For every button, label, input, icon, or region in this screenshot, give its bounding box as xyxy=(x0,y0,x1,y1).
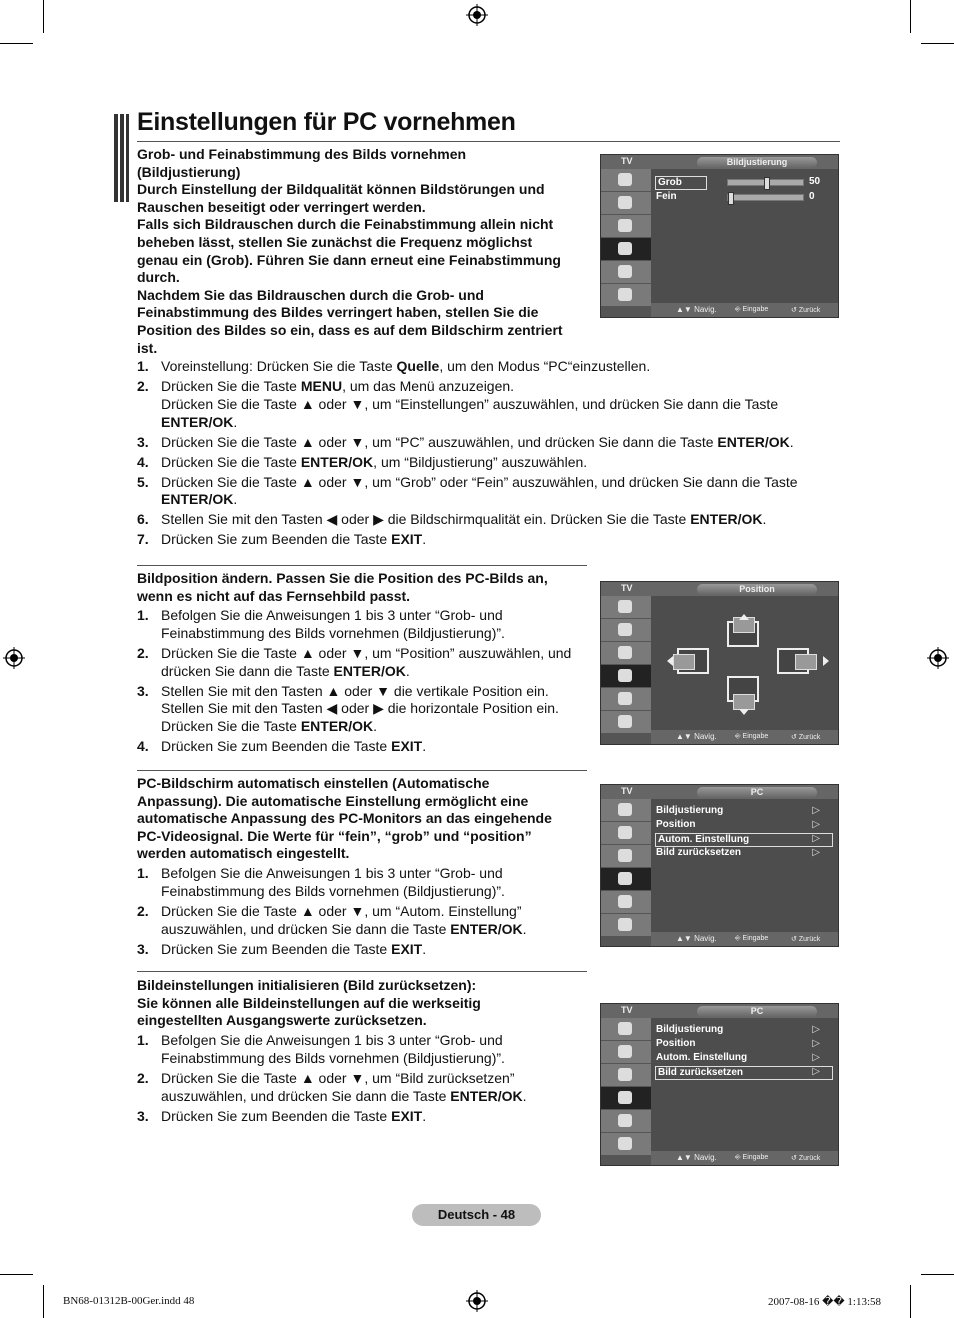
osd-list-item[interactable]: Bildjustierung xyxy=(656,805,724,816)
crop-mark xyxy=(43,0,44,33)
osd-menu-icon[interactable] xyxy=(601,711,651,734)
intro-line: Durch Einstellung der Bildqualität können Bildstörungen und xyxy=(137,181,545,198)
title-accent-bar xyxy=(126,114,129,202)
osd-menu-icon[interactable] xyxy=(601,1041,651,1064)
osd-nav-label-text: Navig. xyxy=(694,1153,717,1162)
step-item xyxy=(137,1070,582,1106)
osd-nav-label xyxy=(676,305,717,314)
osd-menu-icon[interactable] xyxy=(601,1110,651,1133)
arrow-down-icon xyxy=(739,709,749,715)
arrow-left-icon xyxy=(667,656,673,666)
intro-line: (Bildjustierung) xyxy=(137,163,241,180)
osd-main xyxy=(651,1018,838,1153)
page-number-badge: Deutsch - 48 xyxy=(412,1204,541,1226)
section-intro xyxy=(137,977,597,1030)
step-item xyxy=(137,683,582,736)
osd-list-item[interactable]: Bildjustierung xyxy=(656,1024,724,1035)
step-number: 3. xyxy=(137,1107,149,1124)
step-list xyxy=(137,358,842,551)
page-title: Einstellungen für PC vornehmen xyxy=(137,108,516,136)
osd-enter-label-text: Eingabe xyxy=(742,1154,769,1161)
osd-main xyxy=(651,799,838,934)
osd-menu-icon[interactable] xyxy=(601,261,651,284)
osd-enter-label xyxy=(735,935,768,943)
osd-tv-label: TV xyxy=(621,786,633,796)
step-text: Drücken Sie die Taste MENU, um das Menü anzuzeigen. Drücken Sie die Taste ▲ oder ▼, um “Einstellungen” auszuwählen, und drücken Sie dann die Taste ENTER/OK. xyxy=(161,377,779,430)
osd-title: Position xyxy=(697,584,817,595)
osd-enter-label-text: Eingabe xyxy=(742,935,769,942)
intro-line: Grob- und Feinabstimmung des Bilds vornehmen xyxy=(137,146,467,162)
step-item xyxy=(137,941,582,959)
title-accent-bar xyxy=(114,114,118,202)
intro-line: automatische Anpassung des PC-Monitors an das eingehende xyxy=(137,810,552,827)
osd-menu-icon[interactable] xyxy=(601,619,651,642)
step-number: 3. xyxy=(137,682,149,699)
osd-enter-icon: ⎆ xyxy=(735,733,743,740)
osd-item-fein[interactable]: Fein xyxy=(656,191,677,202)
chevron-right-icon: ▷ xyxy=(812,833,820,844)
registration-mark-icon xyxy=(466,4,488,26)
step-number: 2. xyxy=(137,1069,149,1086)
osd-back-label-text: Zurück xyxy=(798,1155,821,1162)
step-number: 5. xyxy=(137,473,149,490)
osd-menu-icon[interactable] xyxy=(601,238,651,261)
step-text: Drücken Sie zum Beenden die Taste EXIT. xyxy=(161,940,427,957)
intro-line: Position des Bildes so ein, dass es auf dem Bildschirm zentriert xyxy=(137,321,563,338)
step-text: Drücken Sie die Taste ▲ oder ▼, um “Grob” oder “Fein” auszuwählen, und drücken Sie dann die Taste ENTER/OK. xyxy=(161,473,798,508)
step-item xyxy=(137,903,582,939)
chevron-right-icon: ▷ xyxy=(812,1038,820,1049)
step-list xyxy=(137,607,582,758)
osd-tv-label: TV xyxy=(621,1005,633,1015)
registration-mark-icon xyxy=(927,647,949,669)
step-item xyxy=(137,645,582,681)
osd-menu-icon[interactable] xyxy=(601,845,651,868)
osd-menu-icon[interactable] xyxy=(601,1064,651,1087)
step-text: Drücken Sie die Taste ▲ oder ▼, um “Position” auszuwählen, und drücken Sie dann die Taste ENTER/OK. xyxy=(161,644,572,679)
step-text: Stellen Sie mit den Tasten ◀ oder ▶ die Bildschirmqualität ein. Drücken Sie die Taste ENTER/OK. xyxy=(161,511,767,528)
osd-footer xyxy=(651,730,838,744)
osd-footer xyxy=(651,303,838,317)
step-text: Drücken Sie zum Beenden die Taste EXIT. xyxy=(161,738,427,755)
tv-osd-bildjustierung xyxy=(600,154,839,318)
step-item xyxy=(137,607,582,643)
osd-enter-label-text: Eingabe xyxy=(742,306,769,313)
osd-back-label xyxy=(791,1154,820,1162)
osd-header xyxy=(601,1004,838,1018)
osd-tv-label: TV xyxy=(621,583,633,593)
crop-mark xyxy=(921,1274,954,1275)
osd-value-grob: 50 xyxy=(809,176,821,187)
step-text: Drücken Sie die Taste ▲ oder ▼, um “Autom. Einstellung” auszuwählen, und drücken Sie dann die Taste ENTER/OK. xyxy=(161,902,527,937)
position-box-up xyxy=(727,621,759,647)
osd-main xyxy=(651,596,838,732)
intro-line: Nachdem Sie das Bildrauschen durch die Grob- und xyxy=(137,286,484,303)
osd-menu-icon[interactable] xyxy=(601,284,651,307)
step-number: 2. xyxy=(137,377,149,394)
osd-menu-icon[interactable] xyxy=(601,215,651,238)
osd-title: PC xyxy=(697,1006,817,1017)
osd-enter-label xyxy=(735,733,768,741)
step-item xyxy=(137,358,842,376)
date-slug: 2007-08-16 �� 1:13:58 xyxy=(768,1296,881,1308)
intro-line: ist. xyxy=(137,339,158,356)
step-number: 2. xyxy=(137,902,149,919)
intro-line: Sie können alle Bildeinstellungen auf die werkseitig xyxy=(137,994,481,1011)
osd-footer xyxy=(651,1151,838,1165)
osd-menu-icon[interactable] xyxy=(601,688,651,711)
tv-osd-position xyxy=(600,581,839,745)
position-box-right xyxy=(777,648,809,674)
osd-list-item[interactable]: Position xyxy=(656,819,696,830)
osd-menu-icon[interactable] xyxy=(601,1087,651,1110)
chevron-right-icon: ▷ xyxy=(812,805,820,816)
chevron-right-icon: ▷ xyxy=(812,1024,820,1035)
osd-enter-label-text: Eingabe xyxy=(742,733,769,740)
osd-slider-grob[interactable] xyxy=(727,179,804,186)
intro-line: Rauschen beseitigt oder verringert werden. xyxy=(137,198,426,215)
osd-back-icon: ↺ xyxy=(791,734,799,741)
step-item xyxy=(137,474,842,510)
step-text: Voreinstellung: Drücken Sie die Taste Quelle, um den Modus “PC“einzustellen. xyxy=(161,358,651,374)
osd-back-label-text: Zurück xyxy=(798,936,821,943)
osd-item-grob[interactable]: Grob xyxy=(655,176,707,190)
osd-menu-icon[interactable] xyxy=(601,1133,651,1156)
slider-knob[interactable] xyxy=(728,192,734,205)
osd-menu-icon[interactable] xyxy=(601,891,651,914)
osd-slider-fein[interactable] xyxy=(727,194,804,201)
section-rule xyxy=(137,565,587,566)
step-item xyxy=(137,511,842,529)
section-rule xyxy=(137,971,587,972)
osd-nav-label-text: Navig. xyxy=(694,934,717,943)
osd-nav-icon: ▲▼ xyxy=(676,305,695,314)
arrow-up-icon xyxy=(739,614,749,620)
chevron-right-icon: ▷ xyxy=(812,1066,820,1077)
osd-menu-icon[interactable] xyxy=(601,1018,651,1041)
step-item xyxy=(137,1108,582,1126)
osd-menu-icon[interactable] xyxy=(601,868,651,891)
osd-back-label xyxy=(791,306,820,314)
osd-title: PC xyxy=(697,787,817,798)
osd-enter-icon: ⎆ xyxy=(735,306,743,313)
intro-line: durch. xyxy=(137,269,180,286)
osd-back-icon: ↺ xyxy=(791,307,799,314)
step-number: 1. xyxy=(137,1032,149,1048)
step-number: 3. xyxy=(137,940,149,957)
registration-mark-icon xyxy=(3,647,25,669)
osd-nav-label xyxy=(676,1153,717,1162)
intro-line: Anpassung). Die automatische Einstellung ermöglicht eine xyxy=(137,792,529,809)
step-text: Drücken Sie die Taste ▲ oder ▼, um “PC” auszuwählen, und drücken Sie dann die Taste ENTER/OK. xyxy=(161,433,794,450)
step-number: 3. xyxy=(137,433,149,450)
osd-enter-label xyxy=(735,306,768,314)
step-text: Drücken Sie zum Beenden die Taste EXIT. xyxy=(161,531,427,548)
intro-line: werden automatisch eingestellt. xyxy=(137,845,350,862)
step-item xyxy=(137,531,842,549)
intro-line: Feinabstimmung des Bildes verringert haben, stellen Sie die xyxy=(137,304,539,321)
step-text: Befolgen Sie die Anweisungen 1 bis 3 unter “Grob- und Feinabstimmung des Bilds vornehmen (Bildjustierung)”. xyxy=(161,607,505,641)
osd-back-label xyxy=(791,935,820,943)
step-number: 1. xyxy=(137,865,149,881)
intro-line: Falls sich Bildrauschen durch die Feinabstimmung allein nicht xyxy=(137,216,554,233)
tv-osd-pc-reset xyxy=(600,1003,839,1166)
osd-header xyxy=(601,582,838,596)
osd-list-item[interactable]: Autom. Einstellung xyxy=(656,1052,748,1063)
osd-nav-label-text: Navig. xyxy=(694,732,717,741)
osd-menu-icon[interactable] xyxy=(601,822,651,845)
osd-main xyxy=(651,169,838,305)
section-intro xyxy=(137,570,597,605)
title-accent-bar xyxy=(120,114,124,202)
step-number: 1. xyxy=(137,607,149,623)
tv-osd-pc-autom xyxy=(600,784,839,947)
osd-enter-icon: ⎆ xyxy=(735,1154,743,1161)
osd-enter-icon: ⎆ xyxy=(735,935,743,942)
osd-menu-icon[interactable] xyxy=(601,665,651,688)
osd-back-label-text: Zurück xyxy=(798,307,821,314)
osd-menu-icon[interactable] xyxy=(601,192,651,215)
osd-nav-icon: ▲▼ xyxy=(676,1153,695,1162)
osd-list-item[interactable]: Bild zurücksetzen xyxy=(656,847,742,858)
osd-title: Bildjustierung xyxy=(697,157,817,168)
osd-list-item[interactable]: Bild zurücksetzen xyxy=(655,1066,833,1080)
osd-nav-icon: ▲▼ xyxy=(676,732,695,741)
chevron-right-icon: ▷ xyxy=(812,1052,820,1063)
position-box-down xyxy=(727,676,759,702)
osd-back-icon: ↺ xyxy=(791,1155,799,1162)
step-number: 1. xyxy=(137,358,149,374)
osd-menu-icon[interactable] xyxy=(601,596,651,619)
osd-nav-icon: ▲▼ xyxy=(676,934,695,943)
osd-tv-label: TV xyxy=(621,156,633,166)
slider-knob[interactable] xyxy=(764,177,770,190)
osd-value-fein: 0 xyxy=(809,191,815,202)
intro-line: PC-Bildschirm automatisch einstellen (Automatische xyxy=(137,775,490,791)
step-text: Drücken Sie die Taste ENTER/OK, um “Bildjustierung” auszuwählen. xyxy=(161,453,588,470)
step-number: 7. xyxy=(137,531,149,548)
chevron-right-icon: ▷ xyxy=(812,819,820,830)
osd-back-label xyxy=(791,733,820,741)
step-text: Drücken Sie die Taste ▲ oder ▼, um “Bild zurücksetzen” auszuwählen, und drücken Sie dann die Taste ENTER/OK. xyxy=(161,1069,527,1104)
intro-line: genau ein (Grob). Führen Sie dann erneut eine Feinabstimmung xyxy=(137,251,561,268)
crop-mark xyxy=(921,43,954,44)
intro-line: PC-Videosignal. Die Werte für “fein”, “grob” und “position” xyxy=(137,827,532,844)
intro-line: Bildeinstellungen initialisieren (Bild zurücksetzen): xyxy=(137,977,477,993)
section-intro xyxy=(137,146,597,357)
section-rule xyxy=(137,770,587,771)
step-list xyxy=(137,865,582,961)
step-number: 6. xyxy=(137,511,149,528)
step-number: 4. xyxy=(137,738,149,755)
title-rule xyxy=(137,141,840,142)
osd-list-item[interactable]: Position xyxy=(656,1038,696,1049)
section-intro xyxy=(137,775,597,863)
osd-header xyxy=(601,785,838,799)
crop-mark xyxy=(0,43,33,44)
crop-mark xyxy=(910,1285,911,1318)
crop-mark xyxy=(43,1285,44,1318)
osd-menu-icon[interactable] xyxy=(601,799,651,822)
step-text: Stellen Sie mit den Tasten ▲ oder ▼ die vertikale Position ein. Stellen Sie mit den Tasten ◀ oder ▶ die horizontale Position ein. Drücken Sie die Taste ENTER/OK. xyxy=(161,682,559,735)
registration-mark-icon xyxy=(466,1290,488,1312)
step-item xyxy=(137,434,842,452)
intro-line: beheben lässt, stellen Sie zunächst die Frequenz möglichst xyxy=(137,233,533,250)
step-item xyxy=(137,454,842,472)
step-item xyxy=(137,1032,582,1068)
step-number: 2. xyxy=(137,644,149,661)
osd-nav-label-text: Navig. xyxy=(694,305,717,314)
osd-nav-label xyxy=(676,732,717,741)
intro-line: wenn es nicht auf das Fernsehbild passt. xyxy=(137,587,411,604)
step-text: Drücken Sie zum Beenden die Taste EXIT. xyxy=(161,1107,427,1124)
step-item xyxy=(137,865,582,901)
step-text: Befolgen Sie die Anweisungen 1 bis 3 unter “Grob- und Feinabstimmung des Bilds vornehmen (Bildjustierung)”. xyxy=(161,865,505,899)
step-list xyxy=(137,1032,582,1128)
step-text: Befolgen Sie die Anweisungen 1 bis 3 unter “Grob- und Feinabstimmung des Bilds vornehmen (Bildjustierung)”. xyxy=(161,1032,505,1066)
osd-back-label-text: Zurück xyxy=(798,734,821,741)
crop-mark xyxy=(910,0,911,33)
intro-line: eingestellten Ausgangswerte zurücksetzen. xyxy=(137,1012,427,1029)
osd-nav-label xyxy=(676,934,717,943)
file-slug: BN68-01312B-00Ger.indd 48 xyxy=(63,1295,195,1307)
crop-mark xyxy=(0,1274,33,1275)
arrow-right-icon xyxy=(823,656,829,666)
step-number: 4. xyxy=(137,453,149,470)
osd-back-icon: ↺ xyxy=(791,936,799,943)
osd-menu-icon[interactable] xyxy=(601,914,651,937)
intro-line: Bildposition ändern. Passen Sie die Position des PC-Bilds an, xyxy=(137,570,548,586)
osd-header xyxy=(601,155,838,169)
osd-footer xyxy=(651,932,838,946)
osd-menu-icon[interactable] xyxy=(601,642,651,665)
osd-enter-label xyxy=(735,1154,768,1162)
osd-menu-icon[interactable] xyxy=(601,169,651,192)
step-item xyxy=(137,738,582,756)
position-box-left xyxy=(677,648,709,674)
chevron-right-icon: ▷ xyxy=(812,847,820,858)
osd-list-item[interactable]: Autom. Einstellung xyxy=(655,833,833,847)
step-item xyxy=(137,378,842,431)
